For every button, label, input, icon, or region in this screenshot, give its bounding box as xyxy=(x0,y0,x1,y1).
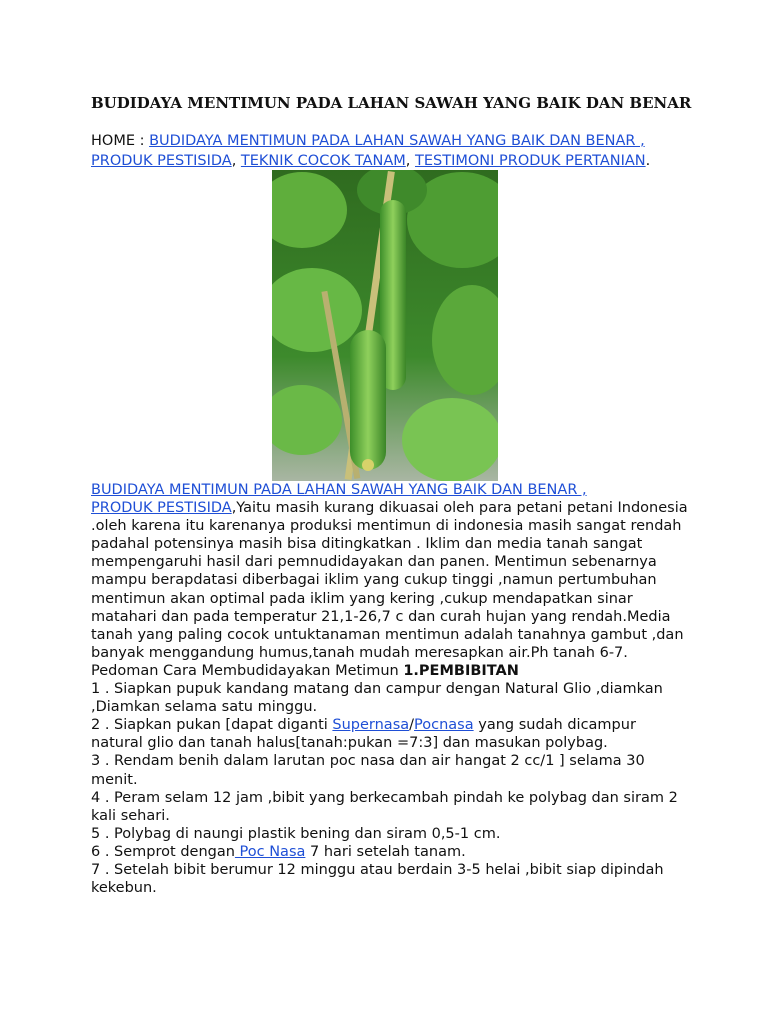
step-5: 5 . Polybag di naungi plastik bening dan siram 0,5-1 cm. xyxy=(91,825,501,842)
page-title: BUDIDAYA MENTIMUN PADA LAHAN SAWAH YANG BAIK DAN BENAR xyxy=(91,94,692,112)
link-pocnasa[interactable]: Pocnasa xyxy=(414,717,474,734)
link-testimoni[interactable]: TESTIMONI PRODUK PERTANIAN xyxy=(415,153,646,169)
link-budidaya[interactable]: BUDIDAYA MENTIMUN PADA LAHAN SAWAH YANG BAIK DAN BENAR , xyxy=(149,133,645,149)
step-6-text-end: 7 hari setelah tanam. xyxy=(305,843,466,860)
link-poc-nasa[interactable]: Poc Nasa xyxy=(234,843,306,860)
step-2-text-end: yang sudah dicampur natural glio dan tanah halus[tanah:pukan =7:3] dan masukan polybag. xyxy=(91,717,636,752)
step-1: 1 . Siapkan pupuk kandang matang dan campur dengan Natural Glio ,diamkan ,Diamkan selama satu minggu. xyxy=(91,681,663,716)
step-2 xyxy=(91,716,691,752)
step-7: 7 . Setelah bibit berumur 12 minggu atau berdain 3-5 helai ,bibit siap dipindah kekebun. xyxy=(91,861,664,897)
intro-text: ,Yaitu masih kurang dikuasai oleh para petani petani Indonesia .oleh karena itu karenanya produksi mentimun di indonesia masih sangat rendah padahal potensinya masih bisa ditingkatkan . Iklim dan media tanah sangat mempengaruhi hasil dari pemnudidayakan dan panen. Mentimun sebenarnya mampu berapdatasi diberbagai iklim yang cukup tinggi ,namun pertumbuhan mentimun akan optimal pada iklim yang kering ,cukup mendapatkan sinar matahari dan pada temperatur 21,1-26,7 c dan curah hujan yang rendah.Media tanah yang paling cocok untuktanaman mentimun adalah tanahnya gambut ,dan banyak menggandung humus,tanah mudah meresapkan air.Ph tanah 6-7. Pedoman Cara Membudidayakan Metimun xyxy=(91,500,688,679)
intro-link-produk-pestisida[interactable]: PRODUK PESTISIDA xyxy=(91,500,232,517)
link-teknik-cocok-tanam[interactable]: TEKNIK COCOK TANAM xyxy=(240,153,406,169)
step-6-text: 6 . Semprot dengan xyxy=(91,843,235,860)
step-2-text: 2 . Siapkan pukan [dapat diganti xyxy=(91,717,333,734)
section-heading-pembibitan: 1.PEMBIBITAN xyxy=(403,662,519,679)
home-label: HOME : xyxy=(91,133,150,149)
link-supernasa[interactable]: Supernasa xyxy=(332,717,410,734)
slash: / xyxy=(409,717,415,734)
link-produk-pestisida[interactable]: PRODUK PESTISIDA xyxy=(91,153,232,169)
cucumber-illustration xyxy=(272,170,498,481)
intro-paragraph xyxy=(91,481,691,680)
intro-link-budidaya[interactable]: BUDIDAYA MENTIMUN PADA LAHAN SAWAH YANG BAIK DAN BENAR , xyxy=(91,482,587,498)
cucumber-plant-photo xyxy=(272,170,498,481)
period: . xyxy=(645,153,651,169)
home-breadcrumb xyxy=(91,131,691,171)
step-3: 3 . Rendam benih dalam larutan poc nasa dan air hangat 2 cc/1 ] selama 30 menit. xyxy=(91,753,645,788)
separator: , xyxy=(405,153,416,169)
article-body xyxy=(91,481,691,897)
step-4: 4 . Peram selam 12 jam ,bibit yang berkecambah pindah ke polybag dan siram 2 kali sehari. xyxy=(91,789,678,824)
step-6 xyxy=(91,843,691,861)
separator: , xyxy=(231,153,241,169)
